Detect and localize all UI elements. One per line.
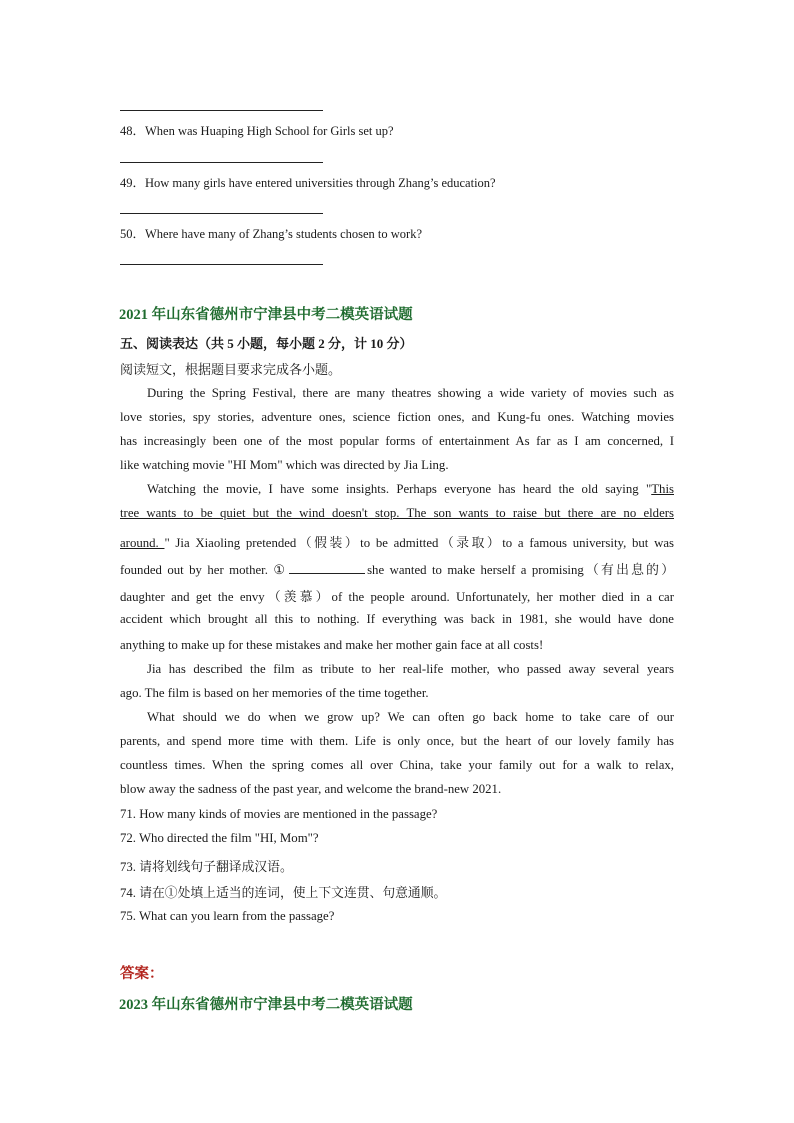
passage-line: daughter and get the envy（羡慕）of the people around. Unfortunately, her mother died in a car xyxy=(120,590,674,604)
fill-blank[interactable] xyxy=(289,561,365,574)
passage-line: accident which brought all this to nothing. If everything was back in 1981, she would have done xyxy=(120,612,674,626)
instruction-text: 阅读短文，根据题目要求完成各小题。 xyxy=(120,362,342,377)
section-title: 五、阅读表达（共 5 小题，每小题 2 分，计 10 分） xyxy=(120,336,413,351)
question-49: 49．How many girls have entered universities through Zhang’s education? xyxy=(120,176,496,190)
passage-line: countless times. When the spring comes all over China, take your family out for a walk to relax, xyxy=(120,758,674,772)
passage-line: What should we do when we grow up? We can often go back home to take care of our xyxy=(147,710,674,724)
underlined-sentence: around. xyxy=(120,536,165,550)
question-74: 74. 请在①处填上适当的连词，使上下文连贯、句意通顺。 xyxy=(120,886,447,900)
passage-text: she wanted to make herself a promising（有出息的） xyxy=(367,563,674,577)
passage-line: parents, and spend more time with them. Life is only once, but the heart of our lovely family has xyxy=(120,734,674,748)
passage-line: During the Spring Festival, there are many theatres showing a wide variety of movies such as xyxy=(147,386,674,400)
answer-blank-line xyxy=(120,213,323,214)
exam-heading-2023: 2023 年山东省德州市宁津县中考二模英语试题 xyxy=(119,997,413,1013)
question-71: 71. How many kinds of movies are mentioned in the passage? xyxy=(120,807,438,821)
passage-line: love stories, spy stories, adventure ones, science fiction ones, and Kung-fu ones. Watching movies xyxy=(120,410,674,424)
question-72: 72. Who directed the film "HI, Mom"? xyxy=(120,831,319,845)
exam-heading-2021: 2021 年山东省德州市宁津县中考二模英语试题 xyxy=(119,307,413,323)
answer-blank-line xyxy=(120,110,323,111)
passage-line: like watching movie "HI Mom" which was directed by Jia Ling. xyxy=(120,458,449,472)
question-73: 73. 请将划线句子翻译成汉语。 xyxy=(120,860,293,874)
answer-label: 答案： xyxy=(120,966,164,982)
passage-text: founded out by her mother. ① xyxy=(120,563,288,577)
passage-line: anything to make up for these mistakes and make her mother gain face at all costs! xyxy=(120,638,544,652)
passage-line: ago. The film is based on her memories of the time together. xyxy=(120,686,429,700)
question-75: 75. What can you learn from the passage? xyxy=(120,909,335,923)
question-50: 50．Where have many of Zhang’s students chosen to work? xyxy=(120,227,423,241)
passage-line: blow away the sadness of the past year, and welcome the brand-new 2021. xyxy=(120,782,502,796)
passage-text: " Jia Xiaoling pretended（假装）to be admitted（录取）to a famous university, but was xyxy=(164,536,674,550)
underlined-sentence: This xyxy=(651,482,674,496)
answer-blank-line xyxy=(120,264,323,265)
question-48: 48．When was Huaping High School for Girls set up? xyxy=(120,124,394,138)
passage-line xyxy=(120,559,674,578)
passage-line: has increasingly been one of the most popular forms of entertainment As far as I am concerned, I xyxy=(120,434,674,448)
underlined-sentence: tree wants to be quiet but the wind doesn't stop. The son wants to raise but there are no elders xyxy=(120,506,674,520)
passage-line xyxy=(120,482,674,497)
passage-line xyxy=(120,532,674,551)
passage-text: Watching the movie, I have some insights. Perhaps everyone has heard the old saying " xyxy=(147,482,652,496)
answer-blank-line xyxy=(120,162,323,163)
passage-line: Jia has described the film as tribute to her real-life mother, who passed away several years xyxy=(147,662,674,676)
